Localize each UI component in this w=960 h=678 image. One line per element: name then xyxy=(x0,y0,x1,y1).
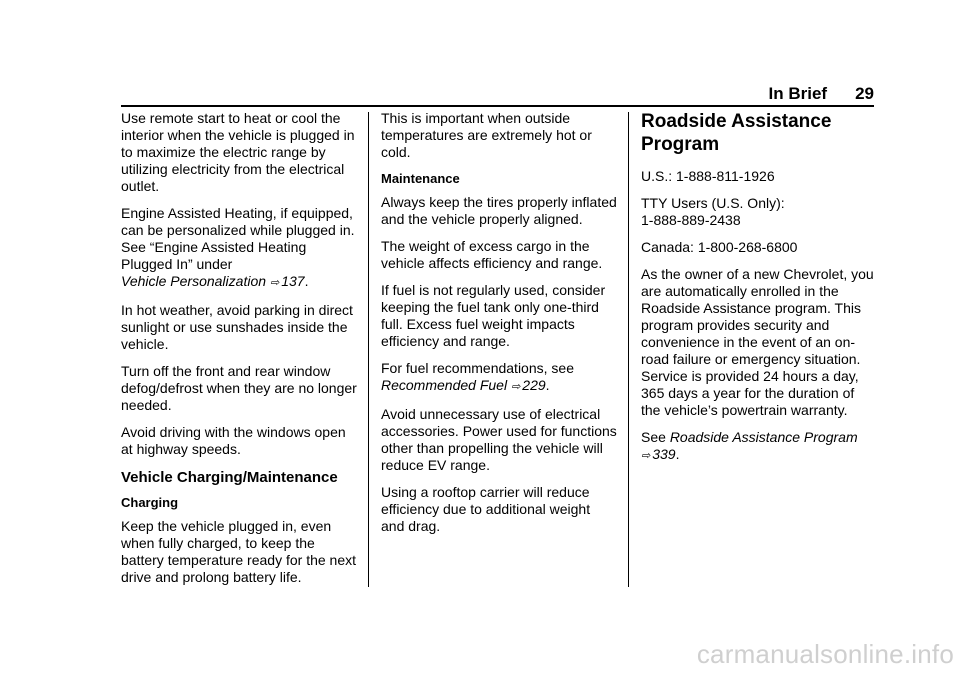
watermark: carmanualsonline.info xyxy=(696,639,954,669)
paragraph-see-roadside: See Roadside Assistance Program ⇨ 339. xyxy=(641,429,858,462)
paragraph-fuel-usage: If fuel is not regularly used, consider keeping the fuel tank only one-third full. Excess fuel weight impacts efficiency and range. xyxy=(381,282,606,349)
paragraph-cargo: The weight of excess cargo in the vehicle affects efficiency and range. xyxy=(381,238,603,271)
paragraph-windows: Avoid driving with the windows open at highway speeds. xyxy=(121,424,346,457)
paragraph-defog: Turn off the front and rear window defog/defrost when they are no longer needed. xyxy=(121,363,357,413)
link-roadside-assistance[interactable]: Roadside Assistance Program ⇨ 339 xyxy=(641,429,858,462)
paragraph-hot-weather: In hot weather, avoid parking in direct sunlight or use sunshades inside the vehicle. xyxy=(121,302,353,352)
column-left xyxy=(121,110,359,596)
page-reference-arrow-icon: ⇨ xyxy=(270,277,280,289)
paragraph-tires: Always keep the tires properly inflated and the vehicle properly aligned. xyxy=(381,194,617,227)
subheading-charging: Charging xyxy=(121,495,179,510)
subheading-maintenance: Maintenance xyxy=(381,171,460,186)
paragraph-fuel-recommendations: For fuel recommendations, see Recommended Fuel ⇨ 229. xyxy=(381,360,574,393)
link-vehicle-personalization[interactable]: Vehicle Personalization ⇨ 137 xyxy=(121,273,305,289)
heading-charging-maintenance: Vehicle Charging/Maintenance xyxy=(121,469,338,486)
paragraph-accessories: Avoid unnecessary use of electrical accessories. Power used for functions other than propelling the vehicle will reduce EV range. xyxy=(381,406,617,473)
page-header xyxy=(769,84,874,104)
column-middle xyxy=(381,110,617,545)
paragraph-plugged-in: Keep the vehicle plugged in, even when fully charged, to keep the battery temperature ready for the next drive and prolong battery life. xyxy=(121,518,357,585)
heading-roadside-assistance: Roadside Assistance Program xyxy=(641,111,832,155)
paragraph-rooftop: Using a rooftop carrier will reduce efficiency due to additional weight and drag. xyxy=(381,484,591,534)
column-divider-1 xyxy=(368,112,369,587)
phone-canada: Canada: 1-800-268-6800 xyxy=(641,239,798,255)
page-number: 29 xyxy=(855,84,874,103)
paragraph-remote-start: Use remote start to heat or cool the interior when the vehicle is plugged in to maximize the electric range by utilizing electricity from the electrical outlet. xyxy=(121,110,355,194)
page-reference-arrow-icon: ⇨ xyxy=(641,450,651,462)
column-right xyxy=(641,110,877,475)
phone-us: U.S.: 1-888-811-1926 xyxy=(641,168,775,184)
page-reference-arrow-icon: ⇨ xyxy=(511,381,521,393)
paragraph-engine-heating: Engine Assisted Heating, if equipped, can be personalized while plugged in. See “Engine Assisted Heating Plugged In” under Vehicle Personalization ⇨ 137. xyxy=(121,205,355,289)
column-divider-2 xyxy=(628,112,629,587)
section-title: In Brief xyxy=(768,84,828,103)
paragraph-temperatures: This is important when outside temperatures are extremely hot or cold. xyxy=(381,110,592,160)
paragraph-roadside-owner: As the owner of a new Chevrolet, you are automatically enrolled in the Roadside Assistance program. This program provides security and convenience in the event of an on-road failure or emergency situation. Service is provided 24 hours a day, 365 days a year for the duration of the vehicle’s powertrain warranty. xyxy=(641,266,874,418)
header-rule xyxy=(121,105,874,107)
link-recommended-fuel[interactable]: Recommended Fuel ⇨ 229 xyxy=(381,377,546,393)
phone-tty: TTY Users (U.S. Only): 1-888-889-2438 xyxy=(641,195,785,228)
